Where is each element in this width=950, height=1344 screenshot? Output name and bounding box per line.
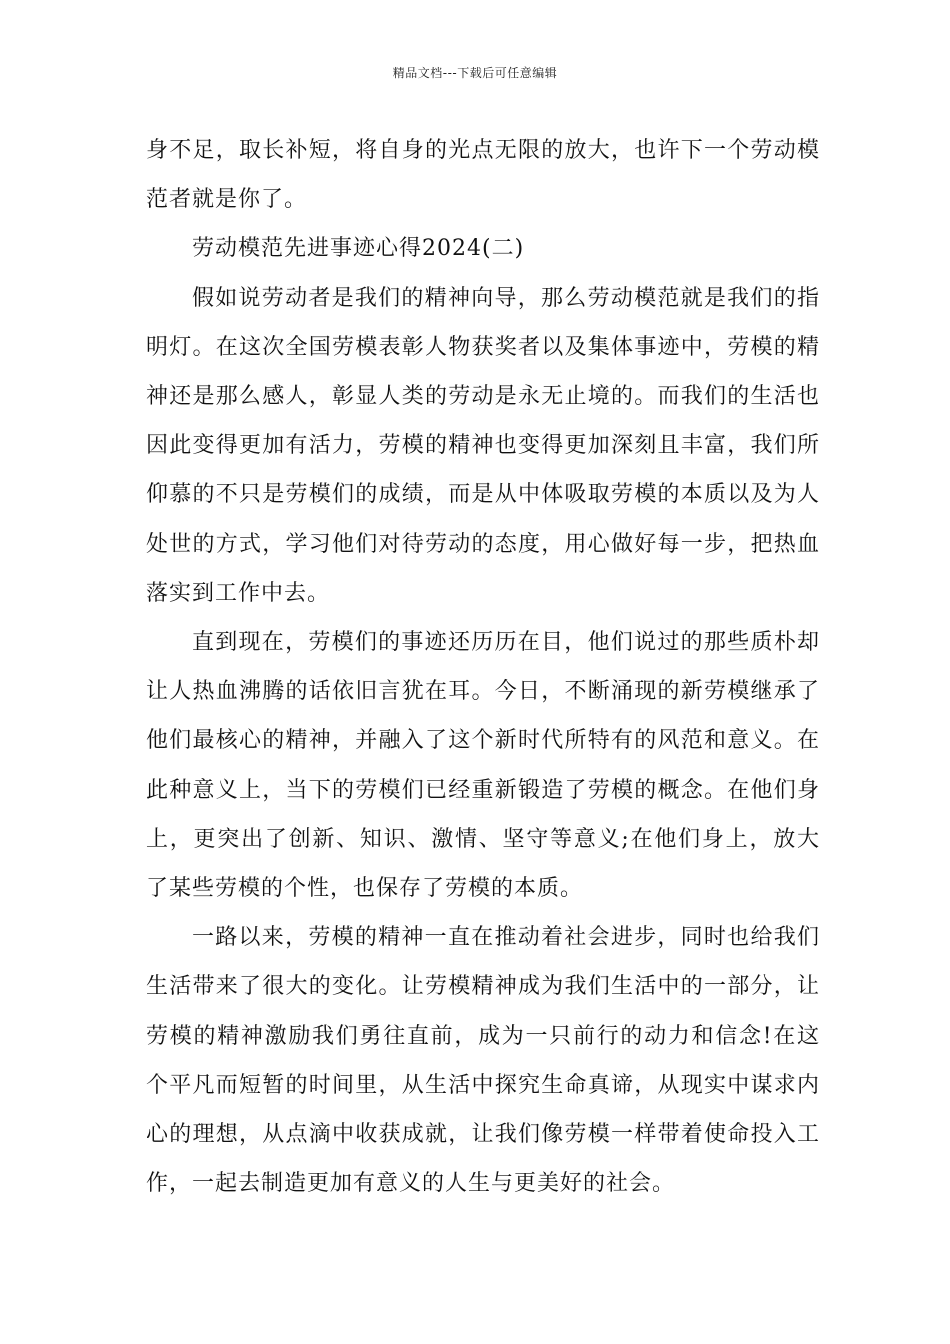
section-heading: 劳动模范先进事迹心得2024(二) <box>192 236 525 262</box>
page-header: 精品文档---下载后可任意编辑 <box>392 66 558 80</box>
paragraph-continuation: 身不足，取长补短，将自身的光点无限的放大，也许下一个劳动模范者就是你了。 <box>146 138 820 213</box>
document-body <box>146 126 820 1208</box>
paragraph: 一路以来，劳模的精神一直在推动着社会进步，同时也给我们生活带来了很大的变化。让劳模精神成为我们生活中的一部分，让劳模的精神激励我们勇往直前，成为一只前行的动力和信念!在这个平凡而短暂的时间里，从生活中探究生命真谛，从现实中谋求内心的理想，从点滴中收获成就，让我们像劳模一样带着使命投入工作，一起去制造更加有意义的人生与更美好的社会。 <box>146 925 820 1197</box>
paragraph: 假如说劳动者是我们的精神向导，那么劳动模范就是我们的指明灯。在这次全国劳模表彰人物获奖者以及集体事迹中，劳模的精神还是那么感人，彰显人类的劳动是永无止境的。而我们的生活也因此变得更加有活力，劳模的精神也变得更加深刻且丰富，我们所仰慕的不只是劳模们的成绩，而是从中体吸取劳模的本质以及为人处世的方式，学习他们对待劳动的态度，用心做好每一步，把热血落实到工作中去。 <box>146 285 820 606</box>
paragraph: 直到现在，劳模们的事迹还历历在目，他们说过的那些质朴却让人热血沸腾的话依旧言犹在耳。今日，不断涌现的新劳模继承了他们最核心的精神，并融入了这个新时代所特有的风范和意义。在此种意义上，当下的劳模们已经重新锻造了劳模的概念。在他们身上，更突出了创新、知识、激情、坚守等意义;在他们身上，放大了某些劳模的个性，也保存了劳模的本质。 <box>146 630 820 902</box>
